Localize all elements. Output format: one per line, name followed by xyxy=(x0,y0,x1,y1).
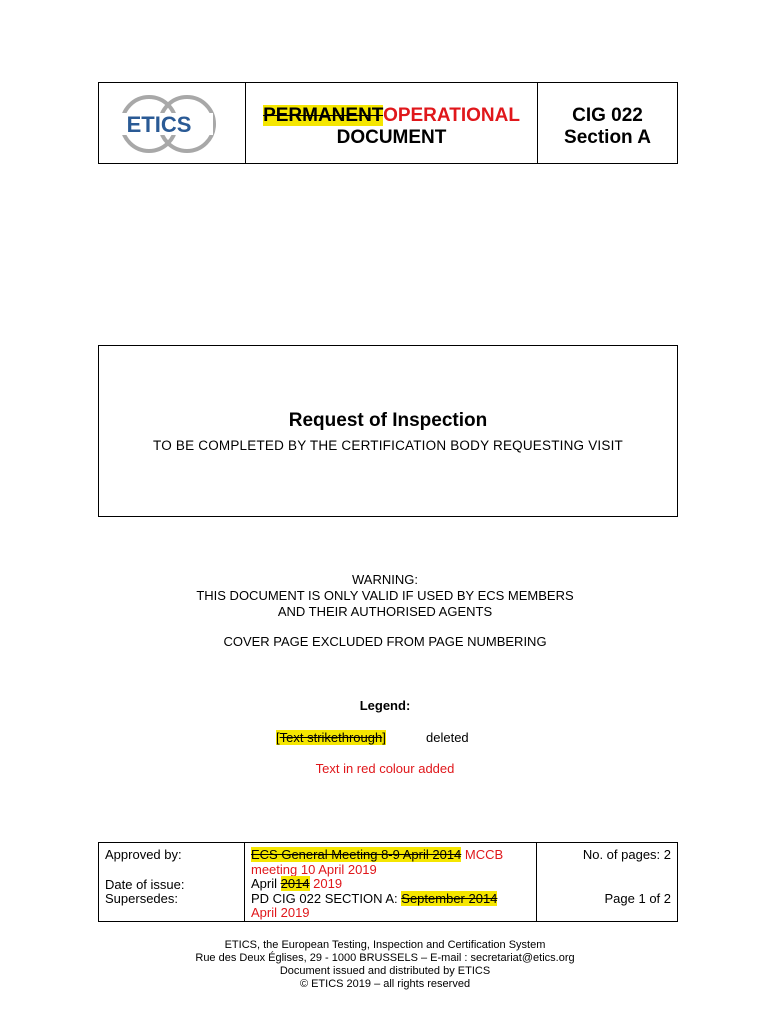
legend-open-bracket: [ xyxy=(276,730,280,745)
document-header xyxy=(98,82,678,164)
title-box xyxy=(98,345,678,517)
approved-struck: ECS General Meeting 8-9 April 2014 xyxy=(251,847,462,862)
legend-heading: Legend: xyxy=(359,698,411,713)
page-info xyxy=(537,843,677,921)
approval-labels xyxy=(99,843,245,921)
approved-added-2: meeting 10 April 2019 xyxy=(251,861,377,877)
legend-red-sample: Text in red colour added xyxy=(315,761,455,776)
document-type xyxy=(246,83,538,163)
legend-strike-sample: Text strikethrough xyxy=(279,730,383,745)
date-added: 2019 xyxy=(309,876,343,891)
code-line1: CIG 022 xyxy=(572,105,643,126)
document-subtitle: TO BE COMPLETED BY THE CERTIFICATION BODY REQUESTING VISIT xyxy=(153,438,623,453)
logo-cell xyxy=(99,83,246,163)
page-of: Page 1 of 2 xyxy=(604,890,671,906)
document-code xyxy=(538,83,677,163)
approved-added-1: MCCB xyxy=(461,847,504,862)
warning-line3: AND THEIR AUTHORISED AGENTS xyxy=(277,604,493,619)
footer-line1: ETICS, the European Testing, Inspection and Certification System xyxy=(224,939,546,951)
date-label: Date of issue: xyxy=(105,876,185,892)
warning-block xyxy=(0,572,770,620)
supersedes-prefix: PD CIG 022 SECTION A: xyxy=(251,890,402,906)
cover-note: COVER PAGE EXCLUDED FROM PAGE NUMBERING xyxy=(223,634,547,649)
legend-strike-row xyxy=(276,730,469,745)
supersedes-label: Supersedes: xyxy=(105,891,178,906)
document-title: Request of Inspection xyxy=(288,410,488,431)
warning-line1: WARNING: xyxy=(352,572,418,587)
number-of-pages: No. of pages: 2 xyxy=(582,847,671,862)
warning-line2: THIS DOCUMENT IS ONLY VALID IF USED BY ECS MEMBERS xyxy=(196,588,574,603)
code-line2: Section A xyxy=(564,127,651,148)
title-added: OPERATIONAL xyxy=(383,105,520,126)
legend-close-bracket: ] xyxy=(382,730,386,745)
approved-label: Approved by: xyxy=(105,847,182,862)
footer-line2: Rue des Deux Églises, 29 - 1000 BRUSSELS – E-mail : secretariat@etics.org xyxy=(195,952,575,964)
etics-logo xyxy=(99,83,245,163)
footer-line3: Document issued and distributed by ETICS xyxy=(279,965,491,977)
date-struck: 2014 xyxy=(280,876,310,891)
date-prefix: April xyxy=(251,876,281,891)
supersedes-struck: September 2014 xyxy=(401,890,498,906)
legend-deleted-label: deleted xyxy=(426,730,469,745)
footer xyxy=(0,939,770,991)
footer-line4: © ETICS 2019 – all rights reserved xyxy=(299,978,471,990)
supersedes-added: April 2019 xyxy=(251,905,310,920)
title-line2: DOCUMENT xyxy=(336,127,447,148)
approval-table xyxy=(98,842,678,922)
title-struck: PERMANENT xyxy=(263,105,384,126)
logo-text: ETICS xyxy=(126,112,192,137)
approval-values xyxy=(245,843,537,921)
